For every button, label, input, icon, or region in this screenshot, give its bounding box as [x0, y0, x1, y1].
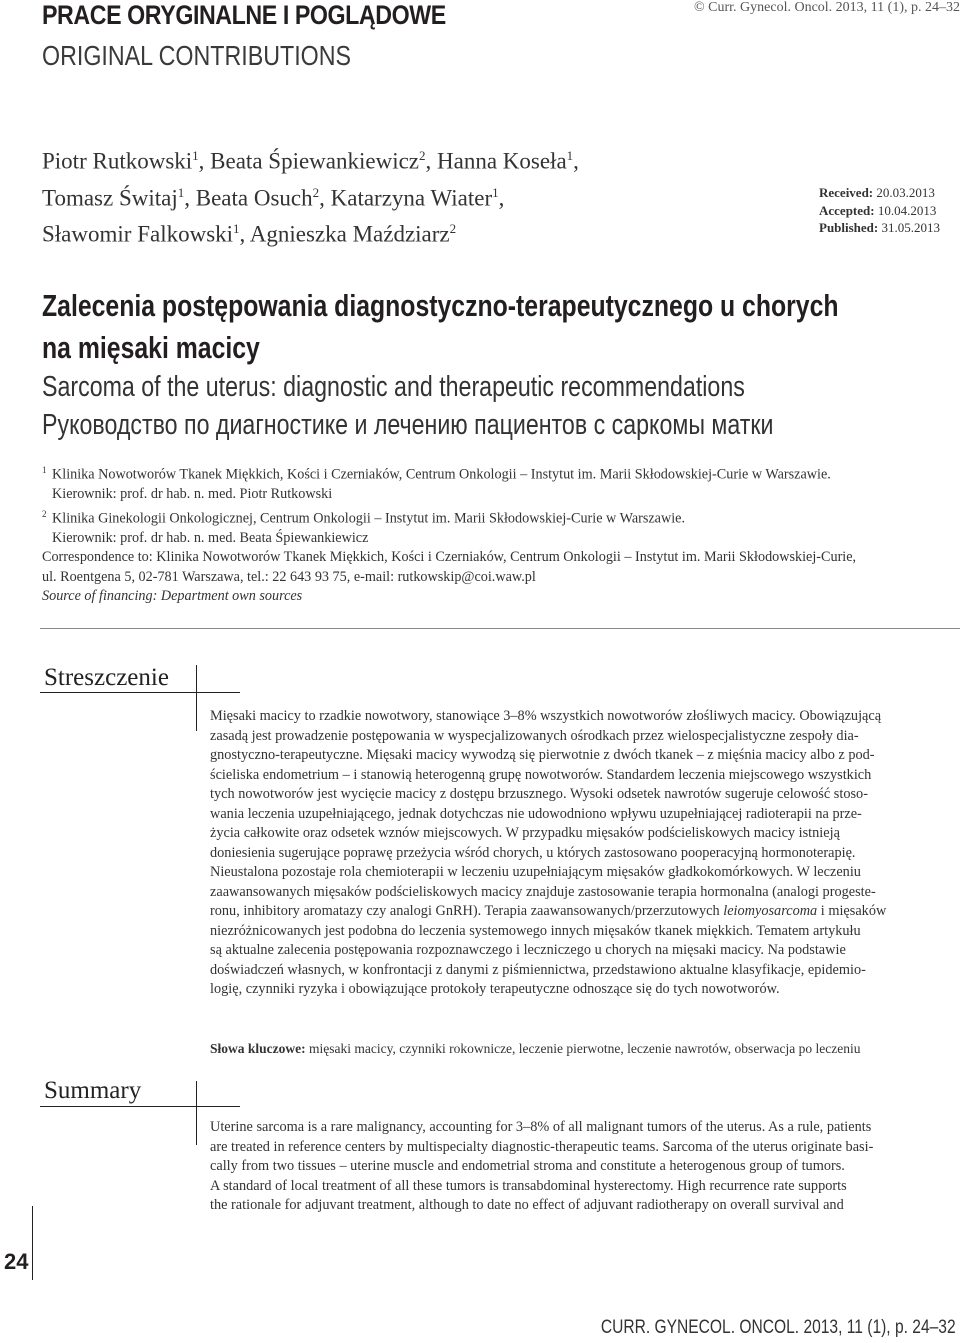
author-name: Piotr Rutkowski [42, 148, 193, 174]
published-date: Published: 31.05.2013 [819, 220, 940, 235]
author-name: Beata Śpiewankiewicz [210, 148, 420, 174]
author-affiliation-sup: 1 [192, 148, 199, 163]
funding-source: Source of financing: Department own sources [42, 588, 303, 605]
streszczenie-heading-underline [40, 692, 240, 693]
author-affiliation-sup: 1 [233, 221, 240, 237]
author-affiliation-sup: 2 [419, 148, 426, 163]
author-line-1: Piotr Rutkowski$^1$, Beata Śpiewankiewicz$^2$, Hanna Koseła$^1$, [42, 148, 579, 174]
article-dates [819, 184, 940, 237]
section-title-english: ORIGINAL CONTRIBUTIONS [42, 40, 352, 71]
affiliation-1-head: Kierownik: prof. dr hab. n. med. Piotr Rutkowski [52, 486, 333, 503]
author-name: Katarzyna Wiater [330, 185, 493, 211]
affiliation-1: $^1$ Klinika Nowotworów Tkanek Miękkich, Kości i Czerniaków, Centrum Onkologii – Instytut im. Marii Skłodowskiej-Curie w Warszawie. [42, 465, 831, 483]
author-line-2: Tomasz Świtaj$^1$, Beata Osuch$^2$, Katarzyna Wiater$^1$, [42, 184, 505, 211]
streszczenie-heading-bar [196, 665, 197, 731]
affiliation-2: $^2$ Klinika Ginekologii Onkologicznej, Centrum Onkologii – Instytut im. Marii Skłodowskiej-Curie w Warszawie. [42, 508, 686, 527]
page-number: 24 [4, 1249, 29, 1274]
correspondence-line-2: ul. Roentgena 5, 02-781 Warszawa, tel.: 22 643 93 75, e-mail: rutkowskip@coi.waw.pl [42, 568, 536, 585]
article-title-russian: Руководство по диагностике и лечению пациентов с саркомы матки [42, 409, 774, 441]
page-number-bar [32, 1206, 33, 1280]
summary-heading-bar [196, 1081, 197, 1145]
author-affiliation-sup: 2 [312, 184, 320, 200]
author-list [42, 140, 579, 250]
summary-heading-underline [40, 1106, 240, 1107]
affiliations [42, 461, 960, 607]
author-name: Agnieszka Maździarz [249, 221, 450, 247]
header-citation: © Curr. Gynecol. Oncol. 2013, 11 (1), p. 24–32 [694, 0, 960, 15]
author-line-3: Sławomir Falkowski$^1$, Agnieszka Maździarz$^2$ [42, 221, 457, 247]
streszczenie-text: Mięsaki macicy to rzadkie nowotwory, stanowiące 3–8% wszystkich nowotworów złośliwych macicy. Obowiązującą zasadą jest prowadzenie postępowania w wyspecjalizowanych ośrodkach przez wielospecjalistyczne zespoły dia- gnostyczno-terapeutyczne. Mięsaki macicy wywodzą się pierwotnie z dwóch tkanek – z mięśnia macicy albo z pod- ścieliska endometrium – i stanowią heterogenną grupę nowotworów. Standardem leczenia miejscowego wszystkich tych nowotworów jest wycięcie macicy z dostępu brzusznego. Wysoki odsetek nawrotów sugeruje celowość stoso- wania leczenia uzupełniającego, jednak dotychczas nie udowodniono wpływu uzupełniającej radioterapii na prze- życia całkowite oraz odsetek wznów miejscowych. W przypadku mięsaków podścieliskowych macicy istnieją doniesienia sugerujące poprawę przeżycia wśród chorych, u których zastosowano pooperacyjną hormonoterapię. Nieustalona pozostaje rola chemioterapii w leczeniu uzupełniającym mięsaków gładkokomórkowych. W leczeniu zaawansowanych mięsaków podścieliskowych macicy znajduje zastosowanie terapia hormonalna (analogi progeste- ronu, inhibitory aromatazy czy analogi GnRH). Terapia zaawansowanych/przerzutowych leiomyosarcoma i mięsaków niezróżnicowanych jest podobna do leczenia systemowego innych mięsaków tkanek miękkich. Tematem artykułu są aktualne zalecenia postępowania rozpoznawczego i leczniczego u chorych na mięsaki macicy. Na podstawie doświadczeń własnych, w konfrontacji z danymi z piśmiennictwa, przedstawiono aktualne klasyfikacje, epidemio- logię, czynniki ryzyka i obowiązujące protokoły terapeutyczne odnoszące się do tych nowotworów. [210, 708, 887, 997]
section-divider [40, 628, 960, 629]
author-affiliation-sup: 1 [177, 184, 185, 200]
section-title-polish: PRACE ORYGINALNE I POGLĄDOWE [42, 0, 446, 30]
author-affiliation-sup: 1 [492, 184, 499, 200]
footer-citation: CURR. GYNECOL. ONCOL. 2013, 11 (1), p. 24–32 [601, 1317, 956, 1338]
author-name: Tomasz Świtaj [42, 185, 178, 211]
author-name: Sławomir Falkowski [42, 221, 234, 247]
author-name: Hanna Koseła [437, 148, 567, 174]
affiliation-2-head: Kierownik: prof. dr hab. n. med. Beata Śpiewankiewicz [52, 529, 369, 546]
author-affiliation-sup: 1 [566, 148, 574, 163]
streszczenie-heading: Streszczenie [44, 664, 169, 691]
author-name: Beata Osuch [195, 185, 313, 211]
summary-heading: Summary [44, 1077, 142, 1104]
article-title-english: Sarcoma of the uterus: diagnostic and therapeutic recommendations [42, 371, 745, 403]
article-title-polish: Zalecenia postępowania diagnostyczno-terapeutycznego u chorych na mięsaki macicy [42, 288, 839, 365]
accepted-date: Accepted: 10.04.2013 [819, 202, 937, 218]
author-affiliation-sup: 2 [449, 221, 457, 237]
keywords: Słowa kluczowe: mięsaki macicy, czynniki rokownicze, leczenie pierwotne, leczenie nawrotów, obserwacja po leczeniu [210, 1041, 861, 1056]
received-date: Received: 20.03.2013 [819, 185, 935, 200]
correspondence-line-1: Correspondence to: Klinika Nowotworów Tkanek Miękkich, Kości i Czerniaków, Centrum Onkologii – Instytut im. Marii Skłodowskiej-Curie, [42, 549, 857, 566]
summary-text: Uterine sarcoma is a rare malignancy, accounting for 3–8% of all malignant tumors of the uterus. As a rule, patients are treated in reference centers by multispecialty diagnostic-therapeutic teams. Sarcoma of the uterus originate basi- cally from two tissues – uterine muscle and endometrial stroma and constitute a heterogenous group of tumors. A standard of local treatment of all these tumors is transabdominal hysterectomy. High recurrence rate supports the rationale for adjuvant treatment, although to date no effect of adjuvant radiotherapy on overall survival and [210, 1119, 874, 1213]
